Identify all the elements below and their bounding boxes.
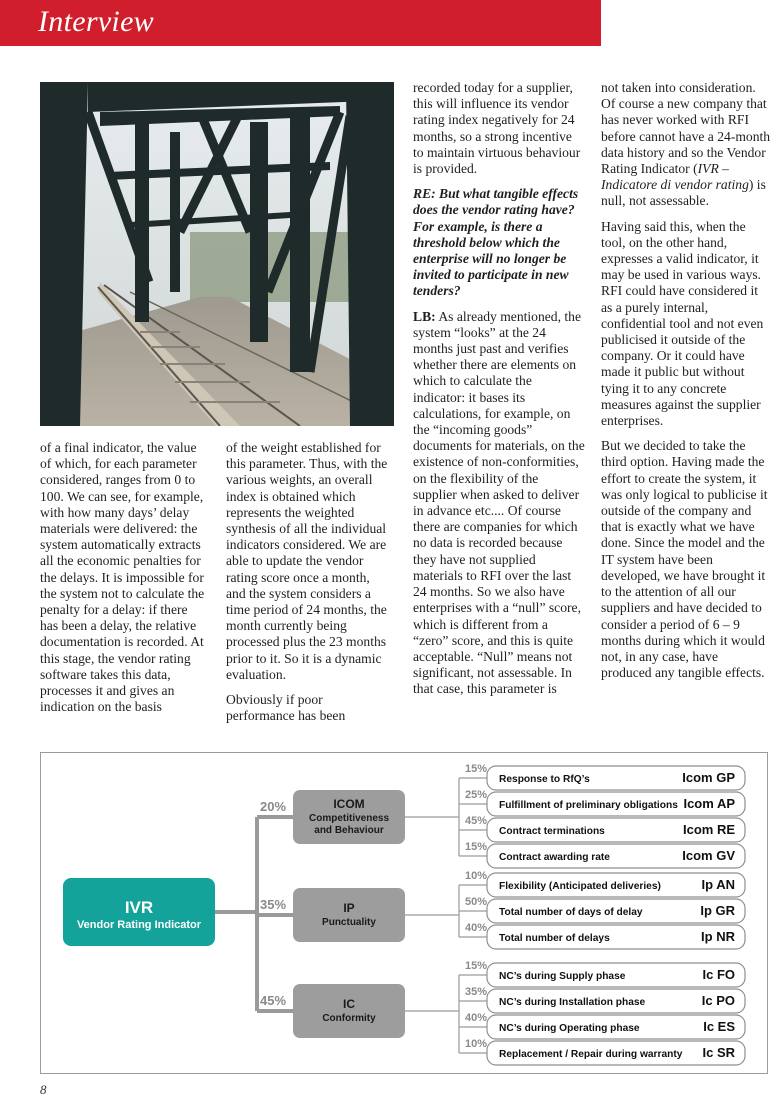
item-code: Ip NR [701, 929, 735, 944]
paragraph: recorded today for a supplier, this will influence its vendor rating index negatively for 24 months, so a strong incentive to maintain virtuous behaviour is provided. [413, 80, 581, 177]
group-title: IC [343, 997, 355, 1011]
vendor-rating-diagram [40, 752, 768, 1074]
page-number: 8 [40, 1082, 47, 1097]
group-box [293, 984, 405, 1038]
item-weight-label: 50% [465, 896, 488, 908]
paragraph-text: ) is null, not assessable. [601, 177, 766, 209]
diagram-svg [41, 753, 767, 1073]
item-weight-label: 25% [465, 789, 488, 801]
group-weight-label: 20% [260, 799, 287, 814]
group-subtitle: Conformity [322, 1013, 376, 1024]
item-label: Total number of delays [499, 933, 610, 944]
paragraph: of a final indicator, the value of which, for each parameter considered, ranges from 0 to 100. We can see, for example, with how many days’ delay materials were delivered: the system automatically extracts all the economic penalties for the delays. It is impossible for the system not to calculate the penalty for a delay: if there has been a delay, the relative documentation is recorded. At this stage, the vendor rating software takes this data, processes it and gives an indication on the basis [40, 440, 205, 715]
item-code: Icom RE [682, 822, 735, 837]
group-title: IP [343, 901, 355, 915]
bridge-illustration [40, 82, 394, 426]
group-box [293, 888, 405, 942]
item-code: Ic ES [703, 1019, 735, 1034]
group-weight-label: 35% [260, 897, 287, 912]
item-weight-label: 45% [465, 815, 488, 827]
text-column-1 [40, 440, 208, 724]
ivr-root-subtitle: Vendor Rating Indicator [76, 919, 202, 931]
paragraph [601, 80, 771, 210]
group-title: ICOM [333, 797, 365, 811]
interview-question: RE: But what tangible effects does the vendor rating have? For example, is there a threshold below which the enterprise will no longer be invited to participate in new tenders? [413, 186, 579, 299]
header-banner [0, 0, 601, 46]
item-label: Response to RfQ’s [499, 774, 590, 785]
ivr-root-title: IVR [124, 898, 154, 917]
item-label: Flexibility (Anticipated deliveries) [499, 881, 661, 892]
item-label: Replacement / Repair during warranty [499, 1049, 683, 1060]
item-label: NC’s during Supply phase [499, 971, 626, 982]
item-weight-label: 35% [465, 986, 488, 998]
section-title: Interview [38, 5, 154, 38]
item-label: Fulfillment of preliminary obligations [499, 800, 678, 811]
group-subtitle: and Behaviour [314, 825, 384, 836]
item-label: Contract awarding rate [499, 852, 610, 863]
item-weight-label: 40% [465, 922, 488, 934]
paragraph: But we decided to take the third option. Having made the effort to create the system, it was only logical to publicise it outside of the company and that is exactly what we have done. Since the model and the IT system have been developed, we have brought it to the attention of all our suppliers and have decided to consider a period of 6 – 9 months during which it would not, in any case, have produced any tangible effects. [601, 438, 768, 681]
item-code: Ic FO [702, 967, 735, 982]
item-weight-label: 15% [465, 841, 488, 853]
item-code: Icom GP [682, 770, 735, 785]
text-column-4 [601, 80, 771, 690]
item-code: Ic PO [701, 993, 735, 1008]
paragraph: of the weight established for this parameter. Thus, with the various weights, an overall index is obtained which represents the weighted synthesis of all the individual indicators considered. We are able to update the vendor rating score once a month, and the system considers a time period of 24 months, the month currently being processed plus the 23 months prior to it. So it is a dynamic evaluation. [226, 440, 388, 682]
paragraph: Obviously if poor performance has been [226, 692, 346, 724]
answer-paragraph [413, 309, 585, 698]
item-code: Ip AN [701, 877, 735, 892]
paragraph-text: not taken into consideration. Of course a new company that has never worked with RFI before cannot have a 24-month data history and so the Vendor Rating Indicator ( [601, 80, 771, 177]
text-column-2 [226, 440, 391, 733]
item-weight-label: 15% [465, 763, 488, 775]
item-code: Ic SR [702, 1045, 735, 1060]
item-code: Icom AP [683, 796, 735, 811]
item-weight-label: 40% [465, 1012, 488, 1024]
group-subtitle: Punctuality [322, 917, 376, 928]
item-label: NC’s during Operating phase [499, 1023, 640, 1034]
group-weight-label: 45% [260, 993, 287, 1008]
text-column-3 [413, 80, 585, 707]
item-code: Ip GR [700, 903, 735, 918]
item-label: Total number of days of delay [499, 907, 643, 918]
group-subtitle: Competitiveness [308, 813, 390, 824]
item-weight-label: 10% [465, 1038, 488, 1050]
speaker-initials: LB: [413, 308, 436, 324]
paragraph-italic-term: IVR – Indicatore di vendor rating [601, 161, 749, 193]
paragraph: Having said this, when the tool, on the other hand, expresses a valid indicator, it may be used in various ways. RFI could have considered it as a purely internal, confidential tool and not even publicised it outside of the company. Or it could have made it public but without tying it to any concrete measures against the supplier enterprises. [601, 218, 764, 429]
railway-bridge-photo [40, 82, 394, 426]
answer-text: As already mentioned, the system “looks” at the 24 months just past and verifies whether there are elements on which to calculate the indicator: it bases its calculations, for example, on the “incoming goods” documents for materials, on the existence of non-conformities, on the flexibility of the supplier when asked to deliver in advance etc.... Of course there are companies for which no data is recorded because they have not supplied materials to RFI over the last 24 months. So we also have enterprises with a “null” score, which is different from a “zero” score, and this is quite acceptable. “Null” means not significant, not assessable. In that case, this parameter is [413, 308, 585, 697]
item-weight-label: 10% [465, 870, 488, 882]
item-label: NC’s during Installation phase [499, 997, 646, 1008]
item-code: Icom GV [682, 848, 735, 863]
item-label: Contract terminations [499, 826, 605, 837]
item-weight-label: 15% [465, 960, 488, 972]
